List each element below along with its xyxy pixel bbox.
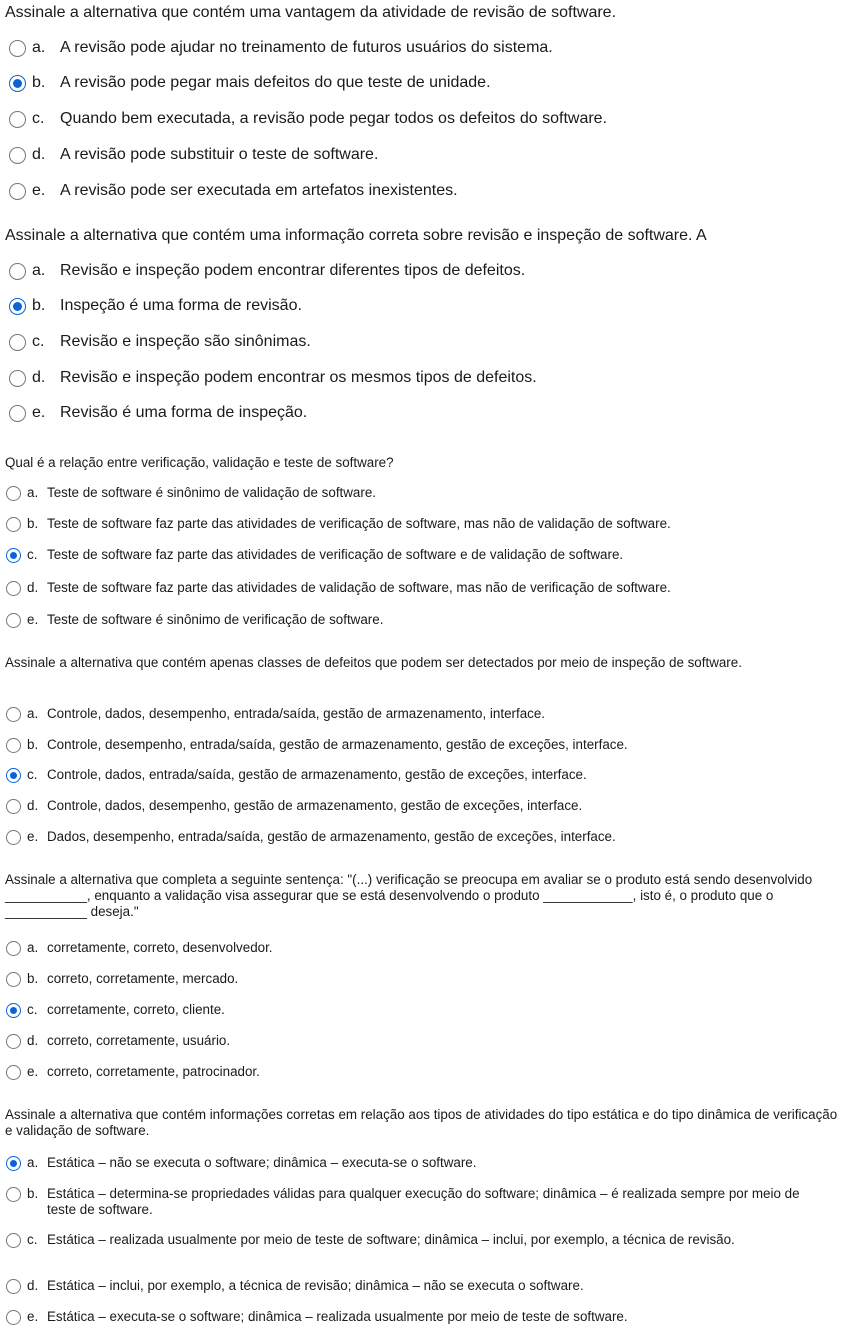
radio-button[interactable]	[9, 334, 26, 351]
q4-option-c[interactable]: c. Controle, dados, entrada/saída, gestão de armazenamento, gestão de exceções, interface.	[6, 767, 587, 783]
radio-button[interactable]	[6, 1187, 21, 1202]
q2-option-e[interactable]: e. Revisão é uma forma de inspeção.	[9, 404, 307, 422]
q3-option-d[interactable]: d. Teste de software faz parte das atividades de validação de software, mas não de verificação de software.	[6, 580, 671, 596]
radio-button[interactable]	[6, 1034, 21, 1049]
radio-button[interactable]	[6, 1310, 21, 1325]
q6-option-b[interactable]: b. Estática – determina-se propriedades válidas para qualquer execução do software; dinâmica – é realizada sempre por meio de teste de software.	[6, 1186, 817, 1218]
q1-option-b[interactable]: b. A revisão pode pegar mais defeitos do que teste de unidade.	[9, 74, 491, 92]
q4-option-b[interactable]: b. Controle, desempenho, entrada/saída, gestão de armazenamento, gestão de exceções, interface.	[6, 737, 628, 753]
radio-button-checked[interactable]	[6, 548, 21, 563]
radio-button[interactable]	[6, 486, 21, 501]
radio-button[interactable]	[6, 1065, 21, 1080]
q2-option-a[interactable]: a. Revisão e inspeção podem encontrar diferentes tipos de defeitos.	[9, 262, 525, 280]
radio-button-checked[interactable]	[6, 1156, 21, 1171]
question-6-text: Assinale a alternativa que contém informações corretas em relação aos tipos de atividades do tipo estática e do tipo dinâmica de verificação e validação de software.	[5, 1107, 838, 1138]
radio-button[interactable]	[6, 707, 21, 722]
question-5-text: Assinale a alternativa que completa a seguinte sentença: "(...) verificação se preocupa em avaliar se o produto está sendo desenvolvido ___________, enquanto a validação visa assegurar que se está desenvolvendo o produto ____________, isto é, o produto que o ___________ deseja."	[5, 872, 813, 919]
q5-option-b[interactable]: b. correto, corretamente, mercado.	[6, 971, 238, 987]
radio-button[interactable]	[9, 183, 26, 200]
radio-button[interactable]	[6, 1279, 21, 1294]
question-3-text: Qual é a relação entre verificação, validação e teste de software?	[5, 455, 394, 470]
q1-option-c[interactable]: c. Quando bem executada, a revisão pode pegar todos os defeitos do software.	[9, 110, 607, 128]
q6-option-d[interactable]: d. Estática – inclui, por exemplo, a técnica de revisão; dinâmica – não se executa o software.	[6, 1278, 584, 1294]
radio-button[interactable]	[6, 613, 21, 628]
q2-option-d[interactable]: d. Revisão e inspeção podem encontrar os mesmos tipos de defeitos.	[9, 369, 537, 387]
radio-button-checked[interactable]	[6, 1003, 21, 1018]
radio-button[interactable]	[6, 799, 21, 814]
q3-option-b[interactable]: b. Teste de software faz parte das atividades de verificação de software, mas não de validação de software.	[6, 516, 671, 532]
q3-option-a[interactable]: a. Teste de software é sinônimo de validação de software.	[6, 485, 376, 501]
q6-option-e[interactable]: e. Estática – executa-se o software; dinâmica – realizada usualmente por meio de teste de software.	[6, 1309, 628, 1325]
radio-button[interactable]	[6, 1233, 21, 1248]
q5-option-a[interactable]: a. corretamente, correto, desenvolvedor.	[6, 940, 273, 956]
q1-option-d[interactable]: d. A revisão pode substituir o teste de software.	[9, 146, 378, 164]
q1-option-a[interactable]: a. A revisão pode ajudar no treinamento de futuros usuários do sistema.	[9, 39, 553, 57]
radio-button[interactable]	[9, 40, 26, 57]
radio-button[interactable]	[9, 111, 26, 128]
question-4-text: Assinale a alternativa que contém apenas classes de defeitos que podem ser detectados por meio de inspeção de software.	[5, 655, 742, 670]
radio-button[interactable]	[6, 738, 21, 753]
q5-option-c[interactable]: c. corretamente, correto, cliente.	[6, 1002, 225, 1018]
q6-option-a[interactable]: a. Estática – não se executa o software; dinâmica – executa-se o software.	[6, 1155, 476, 1171]
radio-button-checked[interactable]	[9, 298, 26, 315]
q3-option-c[interactable]: c. Teste de software faz parte das atividades de verificação de software e de validação de software.	[6, 547, 623, 563]
question-1-text: Assinale a alternativa que contém uma vantagem da atividade de revisão de software.	[5, 4, 617, 21]
radio-button[interactable]	[6, 941, 21, 956]
radio-button[interactable]	[9, 370, 26, 387]
q5-option-e[interactable]: e. correto, corretamente, patrocinador.	[6, 1064, 260, 1080]
question-2-text: Assinale a alternativa que contém uma informação correta sobre revisão e inspeção de software. A	[5, 227, 707, 244]
radio-button-checked[interactable]	[6, 768, 21, 783]
radio-button-checked[interactable]	[9, 75, 26, 92]
radio-button[interactable]	[9, 405, 26, 422]
radio-button[interactable]	[9, 263, 26, 280]
q4-option-d[interactable]: d. Controle, dados, desempenho, gestão de armazenamento, gestão de exceções, interface.	[6, 798, 582, 814]
radio-button[interactable]	[6, 517, 21, 532]
radio-button[interactable]	[9, 147, 26, 164]
q2-option-b[interactable]: b. Inspeção é uma forma de revisão.	[9, 297, 302, 315]
q4-option-e[interactable]: e. Dados, desempenho, entrada/saída, gestão de armazenamento, gestão de exceções, interface.	[6, 829, 616, 845]
q3-option-e[interactable]: e. Teste de software é sinônimo de verificação de software.	[6, 612, 383, 628]
q5-option-d[interactable]: d. correto, corretamente, usuário.	[6, 1033, 230, 1049]
q1-option-e[interactable]: e. A revisão pode ser executada em artefatos inexistentes.	[9, 182, 458, 200]
q4-option-a[interactable]: a. Controle, dados, desempenho, entrada/saída, gestão de armazenamento, interface.	[6, 706, 545, 722]
radio-button[interactable]	[6, 581, 21, 596]
q6-option-c[interactable]: c. Estática – realizada usualmente por meio de teste de software; dinâmica – inclui, por exemplo, a técnica de revisão.	[6, 1232, 837, 1248]
radio-button[interactable]	[6, 972, 21, 987]
radio-button[interactable]	[6, 830, 21, 845]
q2-option-c[interactable]: c. Revisão e inspeção são sinônimas.	[9, 333, 311, 351]
